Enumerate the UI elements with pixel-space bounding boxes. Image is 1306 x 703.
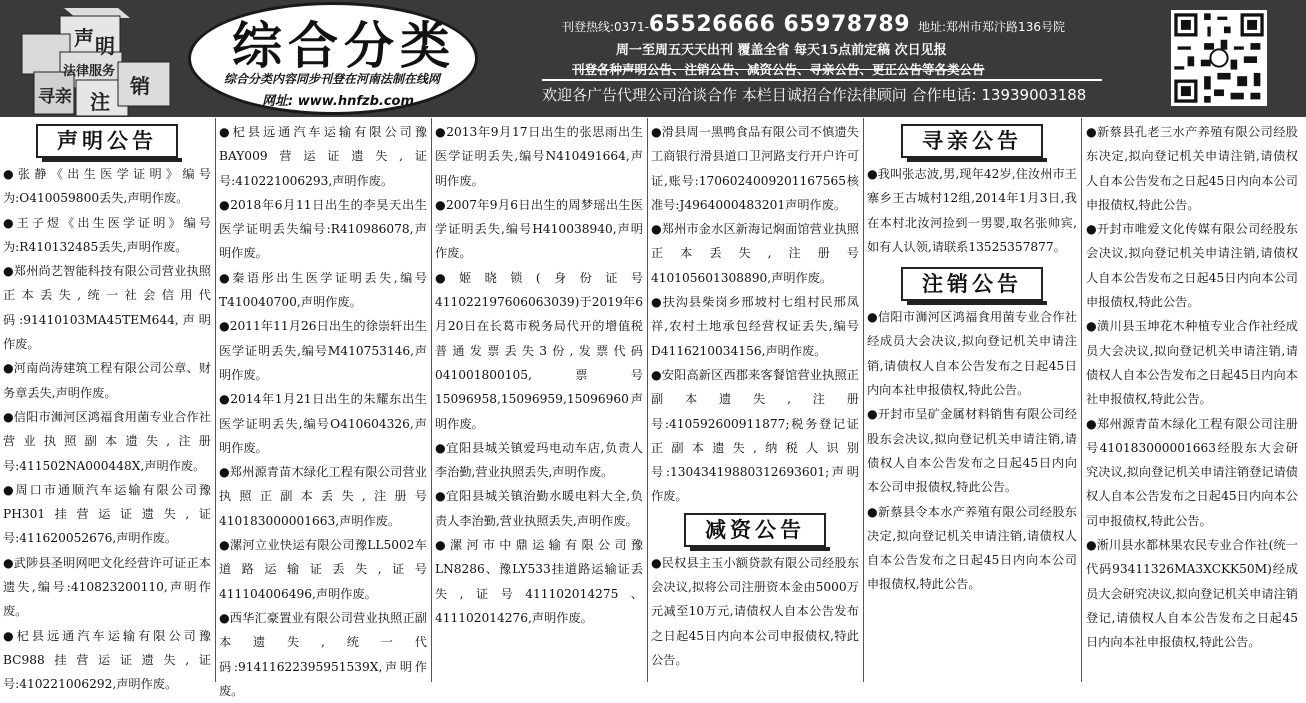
- website-url[interactable]: 网址: www.hnfzb.com: [262, 94, 415, 109]
- notice-item: ●郑州源青苗木绿化工程有限公司注册号410183000001663经股东大会研究决议,拟向登记机关申请注销登记请债权人自本公告发布之日起45日内向本公司申报债权,特此公告。: [1086, 416, 1298, 528]
- sync-note: 综合分类内容同步刊登在河南法制在线网: [224, 72, 441, 86]
- cube-word-ming: 明: [95, 34, 115, 58]
- notice-item: ●周口市通顺汽车运输有限公司豫PH301挂营运证遗失,证号:411620052676,声明作废。: [3, 482, 211, 546]
- notice-item: ●扶沟县柴岗乡邢坡村七组村民邢凤祥,农村土地承包经营权证丢失,编号D4116210034156,声明作废。: [651, 295, 859, 358]
- notice-item: ●2018年6月11日出生的李昊天出生医学证明丢失编号:R410986078,声明作废。: [219, 197, 427, 261]
- hotline-row: [562, 12, 1065, 37]
- notice-item: ●安阳高新区西郡来客餐馆营业执照正副本遗失,注册号:410592600911877;税务登记证正副本遗失,纳税人识别号:13043419880312693601;声明作废。: [651, 367, 859, 504]
- column-divider: [1081, 118, 1082, 682]
- notice-item: ●2013年9月17日出生的张思雨出生医学证明丢失,编号N410491664,声明作废。: [435, 125, 643, 188]
- notice-item: ●2014年1月21日出生的朱耀东出生医学证明丢失,编号O410604326,声明作废。: [219, 392, 427, 455]
- notice-item: ●杞县远通汽车运输有限公司豫BAY009营运证遗失,证号:410221006293,声明作废。: [219, 125, 427, 188]
- notice-item: ●新蔡县令本水产养殖有限公司经股东决定,拟向登记机关申请注销,请债权人自本公告发布之日起45日内向本公司申报债权,特此公告。: [867, 504, 1077, 592]
- notice-item: ●2011年11月26日出生的徐崇轩出生医学证明丢失,编号M410753146,声明作废。: [219, 319, 427, 382]
- section-title-statements: 声明公告: [36, 124, 178, 158]
- column-divider: [215, 118, 216, 682]
- cube-word-sheng: 声: [74, 26, 94, 50]
- notice-item: ●漯河立业快运有限公司豫LL5002车道路运输证丢失,证号411104006496,声明作废。: [219, 538, 427, 601]
- notice-item: ●我叫张志波,男,现年42岁,住汝州市王寨乡王古城村12组,2014年1月3日,我在本村北汝河捡到一男婴,取名张帅宾,如有人认领,请联系13525357877。: [867, 167, 1077, 254]
- notice-item: ●民权县主玉小额贷款有限公司经股东会决议,拟将公司注册资本金由5000万元减至10万元,请债权人自本公告发布之日起45日内向本公司申报债权,特此公告。: [651, 555, 859, 667]
- hotline-label: 刊登热线:0371-: [562, 20, 649, 34]
- section-title-deregistration: 注销公告: [901, 267, 1043, 301]
- notice-item: ●西华汇豪置业有限公司营业执照正副本遗失,统一代码:91411622395951539X,声明作废。: [219, 610, 427, 698]
- notice-item: ●武陟县圣明网吧文化经营许可证正本遗失,编号:410823200110,声明作废。: [3, 555, 211, 619]
- notice-item: ●滑县周一黑鸭食品有限公司不慎遗失工商银行滑县道口卫河路支行开户许可证,账号:1706024009201167565核准号:J4964000483201声明作废。: [651, 125, 859, 212]
- notice-item: ●开封市呈矿金属材料销售有限公司经股东会决议,拟向登记机关申请注销,请债权人自本公告发布之日起45日内向本公司申报债权,特此公告。: [867, 407, 1077, 495]
- page-title: 综合分类: [232, 16, 456, 75]
- office-address: 地址:郑州市郑汴路136号院: [918, 20, 1065, 34]
- newspaper-header: [0, 0, 1306, 117]
- cube-word-zhu: 注: [90, 90, 110, 114]
- notice-item: ●河南尚涛建筑工程有限公司公章、财务章丢失,声明作废。: [3, 361, 211, 400]
- qr-code-icon[interactable]: [1171, 10, 1267, 106]
- notice-item: ●2007年9月6日出生的周梦瑶出生医学证明丢失,编号H410038940,声明作废。: [435, 197, 643, 261]
- header-divider: [542, 79, 1102, 81]
- notice-item: ●秦语彤出生医学证明丢失,编号T410040700,声明作废。: [219, 270, 427, 310]
- cube-word-xiao: 销: [130, 74, 150, 98]
- column-divider: [431, 118, 432, 682]
- column-divider: [863, 118, 864, 682]
- column-5: [867, 118, 1077, 682]
- notice-item: ●潢川县玉坤花木种植专业合作社经成员大会决议,拟向登记机关申请注销,请债权人自本公告发布之日起45日内向本社申报债权,特此公告。: [1086, 319, 1298, 407]
- notice-item: ●宜阳县城关镇治勤水暖电料大全,负责人李治勤,营业执照丢失,声明作废。: [435, 489, 643, 528]
- notice-item: ●张静《出生医学证明》编号为:O410059800丢失,声明作废。: [3, 167, 211, 206]
- services-line: 刊登各种声明公告、注销公告、减资公告、寻亲公告、更正公告等各类公告: [572, 62, 985, 77]
- notice-item: ●淅川县水都林果农民专业合作社(统一代码93411326MA3XCKK50M)经成员大会研究决议,拟向登记机关申请注销登记,请债权人自本公告发布之日起45日内向本社申报债权,特此公告。: [1086, 538, 1298, 650]
- notice-item: ●宜阳县城关镇爱玛电动车店,负责人李治勤,营业执照丢失,声明作废。: [435, 440, 643, 480]
- notice-item: ●杞县远通汽车运输有限公司豫BC988挂营运证遗失,证号:410221006292,声明作废。: [3, 628, 211, 692]
- notice-item: ●王子煜《出生医学证明》编号为:R410132485丢失,声明作废。: [3, 215, 211, 254]
- column-3: [435, 118, 643, 682]
- notice-item: ●郑州源青苗木绿化工程有限公司营业执照正副本丢失,注册号410183000001663,声明作废。: [219, 465, 427, 528]
- notice-item: ●姬晓锁(身份证号411022197606063039)于2019年6月20日在长葛市税务局代开的增值税普通发票丢失3份,发票代码041001800105,票号15096958,15096959,15096960声明作废。: [435, 270, 643, 431]
- notice-item: ●郑州尚艺智能科技有限公司营业执照正本丢失,统一社会信用代码:91410103MA45TEM644,声明作废。: [3, 264, 211, 352]
- cube-word-xunqin: 寻亲: [38, 87, 72, 107]
- section-title-family-search: 寻亲公告: [901, 124, 1043, 158]
- notice-item: ●开封市唯爱文化传媒有限公司经股东会决议,拟向登记机关申请注销,请债权人自本公告发布之日起45日内向本公司申报债权,特此公告。: [1086, 222, 1298, 310]
- cube-word-legal-service: 法律服务: [63, 64, 116, 79]
- notice-item: ●漯河市中鼎运输有限公司豫LN8286、豫LY533挂道路运输证丢失,证号411102014275、411102014276,声明作废。: [435, 538, 643, 625]
- column-4: [651, 118, 859, 682]
- column-6: [1086, 118, 1298, 682]
- notice-item: ●信阳市浉河区鸿福食用菌专业合作社营业执照副本遗失,注册号:411502NA000448X,声明作废。: [3, 409, 211, 473]
- hotline-numbers: 65526666 65978789: [648, 12, 911, 37]
- section-title-capital-reduction: 减资公告: [684, 513, 826, 547]
- notice-item: ●郑州市金水区新海记焖面馆营业执照正本丢失,注册号410105601308890,声明作废。: [651, 222, 859, 285]
- notice-item: ●信阳市浉河区鸿福食用菌专业合作社经成员大会决议,拟向登记机关申请注销,请债权人自本公告发布之日起45日内向本社申报债权,特此公告。: [867, 310, 1077, 398]
- notice-item: ●新蔡县孔老三水产养殖有限公司经股东决定,拟向登记机关申请注销,请债权人自本公告发布之日起45日内向本公司申报债权,特此公告。: [1086, 125, 1298, 212]
- column-1: [3, 118, 211, 692]
- publication-schedule: 周一至周五天天出刊 覆盖全省 每天15点前定稿 次日见报: [616, 43, 947, 58]
- column-2: [219, 118, 427, 698]
- column-divider: [647, 118, 648, 682]
- welcome-line: 欢迎各广告代理公司洽谈合作 本栏目诚招合作法律顾问 合作电话: 13939003188: [542, 86, 1087, 104]
